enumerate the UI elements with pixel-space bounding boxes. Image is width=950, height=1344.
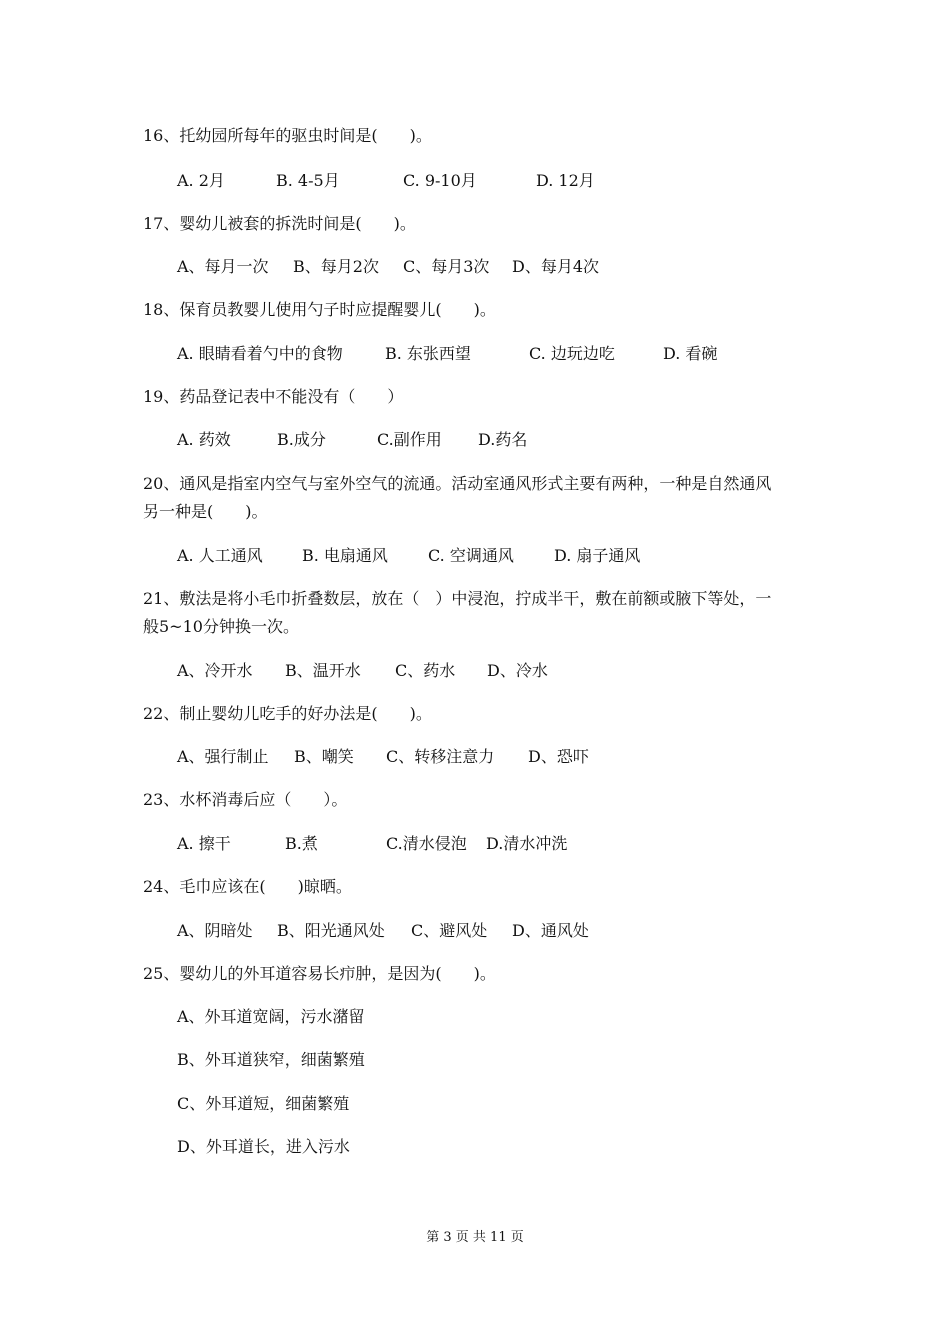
option-c: C. 9-10月 [403,171,477,190]
option-d: D、通风处 [512,921,589,940]
option-a: A、强行制止 [177,747,269,766]
question-17-stem: 17、婴幼儿被套的拆洗时间是( )。 [143,214,416,233]
option-d: D、每月4次 [512,257,600,276]
option-a: A、阴暗处 [177,921,253,940]
question-25-option-b: B、外耳道狭窄，细菌繁殖 [177,1050,365,1069]
option-b: B. 4-5月 [276,171,340,190]
option-d: D.清水冲洗 [486,834,568,853]
option-b: B、温开水 [285,661,361,680]
option-d: D. 看碗 [663,344,718,363]
option-b: B、阳光通风处 [277,921,385,940]
question-22-stem: 22、制止婴幼儿吃手的好办法是( )。 [143,704,432,723]
option-c: C. 空调通风 [428,546,514,565]
option-d: D、恐吓 [528,747,589,766]
option-c: C、药水 [395,661,456,680]
option-c: C、每月3次 [403,257,490,276]
question-21-stem-line-1: 21、敷法是将小毛巾折叠数层，放在（ ）中浸泡，拧成半干，敷在前额或腋下等处，一 [143,589,772,608]
option-a: A. 眼睛看着勺中的食物 [177,344,343,363]
option-a: A、每月一次 [177,257,269,276]
option-b: B. 电扇通风 [302,546,388,565]
option-c: C、避风处 [411,921,488,940]
question-23-stem: 23、水杯消毒后应（ ）。 [143,790,348,809]
option-c: C.副作用 [377,430,442,449]
option-b: B.成分 [277,430,326,449]
option-a: A. 药效 [177,430,231,449]
question-24-stem: 24、毛巾应该在( )晾晒。 [143,877,352,896]
option-b: B、每月2次 [293,257,379,276]
option-a: A. 人工通风 [177,546,263,565]
option-b: B、嘲笑 [294,747,354,766]
question-25-option-c: C、外耳道短，细菌繁殖 [177,1094,350,1113]
question-20-stem-line-1: 20、通风是指室内空气与室外空气的流通。活动室通风形式主要有两种，一种是自然通风 [143,474,772,493]
option-c: C. 边玩边吃 [529,344,615,363]
question-21-stem-line-2: 般5~10分钟换一次。 [143,617,299,636]
option-b: B.煮 [285,834,318,853]
option-d: D.药名 [478,430,528,449]
option-d: D. 12月 [536,171,595,190]
option-c: C、转移注意力 [386,747,495,766]
question-20-stem-line-2: 另一种是( )。 [143,502,268,521]
question-25-option-a: A、外耳道宽阔，污水潴留 [177,1007,365,1026]
question-18-stem: 18、保育员教婴儿使用勺子时应提醒婴儿( )。 [143,300,496,319]
question-16-stem: 16、托幼园所每年的驱虫时间是( )。 [143,126,432,145]
option-b: B. 东张西望 [385,344,471,363]
option-a: A. 2月 [177,171,225,190]
question-25-stem: 25、婴幼儿的外耳道容易长疖肿，是因为( )。 [143,964,496,983]
option-d: D. 扇子通风 [554,546,641,565]
option-c: C.清水侵泡 [386,834,467,853]
option-d: D、冷水 [487,661,548,680]
page-number-footer: 第 3 页 共 11 页 [426,1230,524,1245]
question-25-option-d: D、外耳道长，进入污水 [177,1137,350,1156]
option-a: A、冷开水 [177,661,253,680]
question-19-stem: 19、药品登记表中不能没有（ ） [143,387,404,406]
option-a: A. 擦干 [177,834,231,853]
